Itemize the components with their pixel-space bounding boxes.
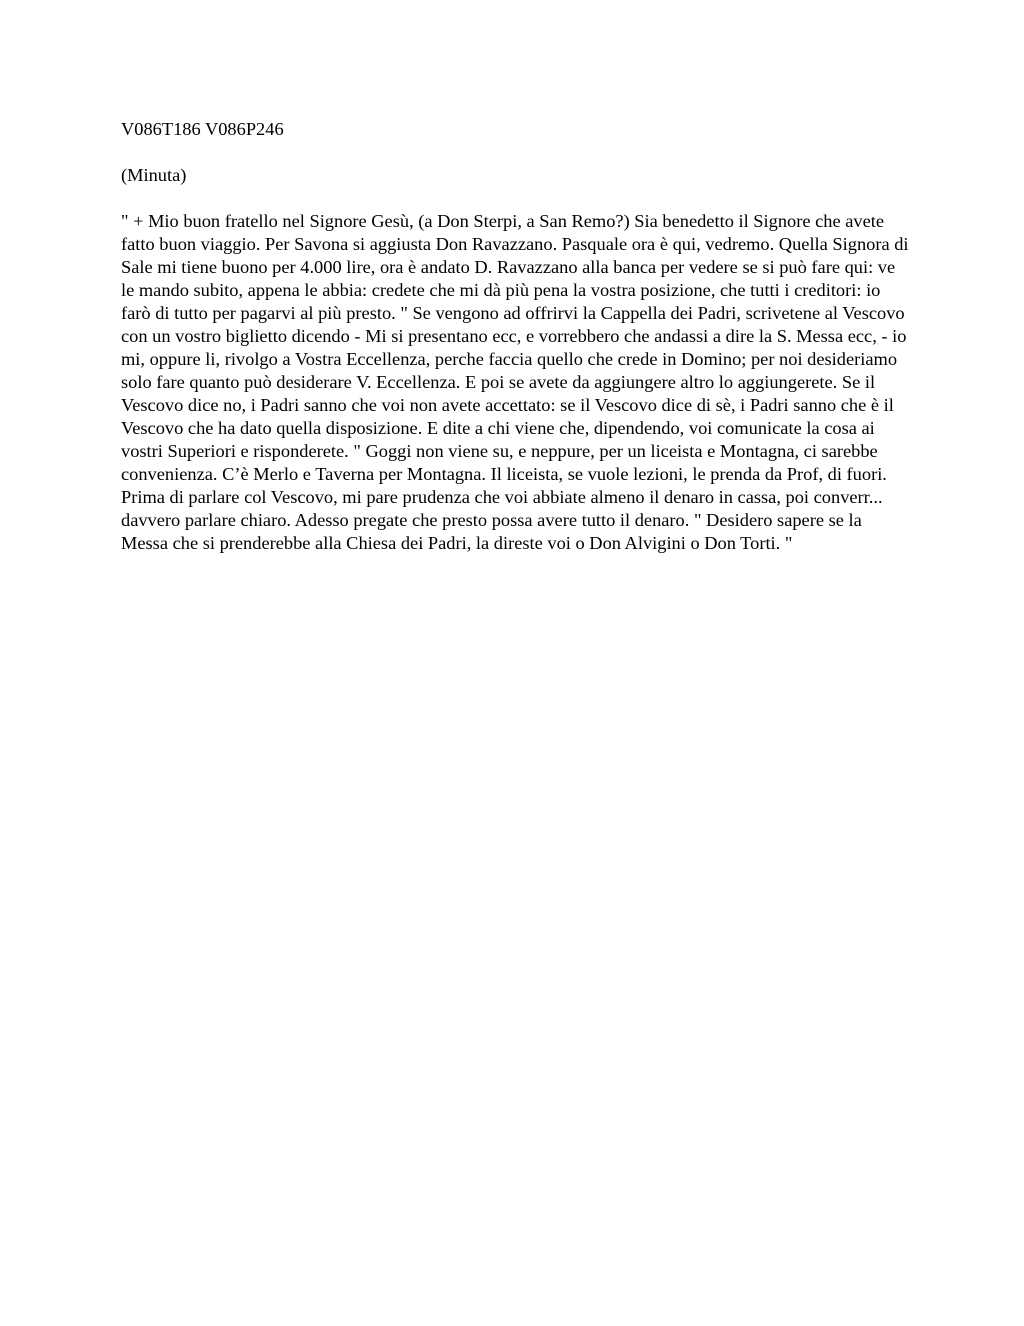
document-reference: V086T186 V086P246 [121,119,284,139]
document-label: (Minuta) [121,165,187,185]
document-content [121,118,911,555]
document-body: " + Mio buon fratello nel Signore Gesù, (a Don Sterpi, a San Remo?) Sia benedetto il Signore che avete fatto buon viaggio. Per Savona si aggiusta Don Ravazzano. Pasquale ora è qui, vedremo. Quella Signora di Sale mi tiene buono per 4.000 lire, ora è andato D. Ravazzano alla banca per vedere se si può fare qui: ve le mando subito, appena le abbia: credete che mi dà più pena la vostra posizione, che tutti i creditori: io farò di tutto per pagarvi al più presto. " Se vengono ad offrirvi la Cappella dei Padri, scrivetene al Vescovo con un vostro biglietto dicendo - Mi si presentano ecc, e vorrebbero che andassi a dire la S. Messa ecc, - io mi, oppure li, rivolgo a Vostra Eccellenza, perche faccia quello che crede in Domino; per noi desideriamo solo fare quanto può desiderare V. Eccellenza. E poi se avete da aggiungere altro lo aggiungerete. Se il Vescovo dice no, i Padri sanno che voi non avete accettato: se il Vescovo dice di sè, i Padri sanno che è il Vescovo che ha dato quella disposizione. E dite a chi viene che, dipendendo, voi comunicate la cosa ai vostri Superiori e risponderete. " Goggi non viene su, e neppure, per un liceista e Montagna, ci sarebbe convenienza. C’è Merlo e Taverna per Montagna. Il liceista, se vuole lezioni, le prenda da Prof, di fuori. Prima di parlare col Vescovo, mi pare prudenza che voi abbiate almeno il denaro in cassa, poi converr... davvero parlare chiaro. Adesso pregate che presto possa avere tutto il denaro. " Desidero sapere se la Messa che si prenderebbe alla Chiesa dei Padri, la direste voi o Don Alvigini o Don Torti. " [121,211,909,553]
